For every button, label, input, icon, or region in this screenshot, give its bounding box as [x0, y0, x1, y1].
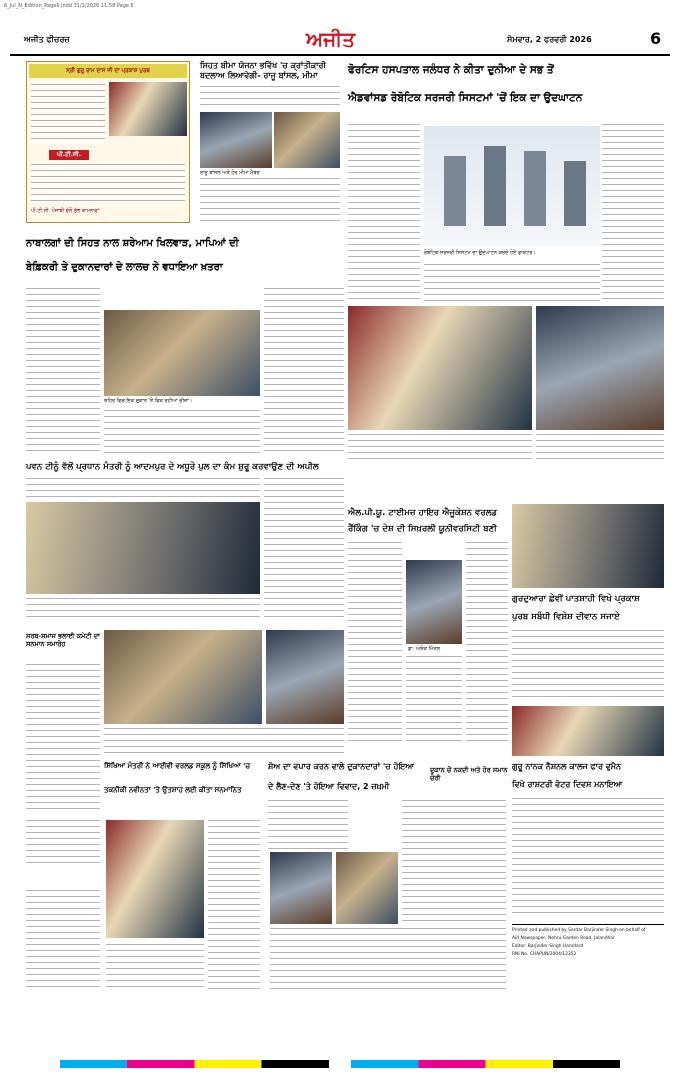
story-2-headline-line-2: ਐਡਵਾਂਸਡ ਰੋਬੋਟਿਕ ਸਰਜਰੀ ਸਿਸਟਮਾਂ 'ਚੋਂ ਇਕ ਦਾ ਉਦਘਾਟਨ — [348, 92, 583, 104]
story-1-photo-b — [274, 112, 340, 168]
ad-badge: ਪੀ.ਟੀ.ਸੀ. — [49, 150, 89, 160]
story-11-headline-line-2: ਵਿਖੇ ਰਾਸ਼ਟਰੀ ਵੋਟਰ ਦਿਵਸ ਮਨਾਇਆ — [512, 780, 623, 789]
color-registration-bar — [60, 1060, 620, 1068]
imprint-block — [512, 924, 664, 991]
story-1-headline: ਸਿਹਤ ਬੀਮਾ ਯੋਜਨਾ ਭਵਿੱਖ 'ਚ ਕ੍ਰਾਂਤੀਕਾਰੀ ਬਦਲਾਅ ਲਿਆਵੇਗੀ- ਰਾਜੂ ਬਾਂਸਲ, ਮੀਮਾ — [200, 61, 326, 80]
story-9-headline-line-2: ਦੇ ਲੈਣ-ਦੇਣ 'ਤੇ ਹੋਇਆ ਵਿਵਾਦ, 2 ਜ਼ਖ਼ਮੀ — [268, 782, 390, 791]
event-photo-1 — [348, 306, 532, 430]
story-8-photo — [106, 820, 204, 938]
ad-footer: ਪੀ.ਟੀ.ਸੀ. ਪੰਜਾਬੀ ਵੱਲੋਂ ਸ਼ੁੱਭ ਕਾਮਨਾਵਾਂ — [31, 208, 100, 214]
story-8-headline-line-2: ਤਕਨੀਕੀ ਨਵੀਨਤਾ 'ਤੇ ਉਤਸ਼ਾਹ ਲਈ ਕੀਤਾ ਸਨਮਾਨਿਤ — [104, 786, 242, 794]
samman-photo-1 — [104, 630, 262, 724]
page-header — [10, 27, 675, 53]
story-5-portrait — [406, 560, 462, 644]
story-2-robot-photo — [424, 126, 600, 246]
story-7-headline-line-2: ਪੁਰਬ ਸਬੰਧੀ ਵਿਸ਼ੇਸ਼ ਦੀਵਾਨ ਸਜਾਏ — [512, 612, 620, 622]
story-4-photo — [26, 502, 260, 594]
story-2-headline-line-1: ਫੋਰਟਿਸ ਹਸਪਤਾਲ ਜਲੰਧਰ ਨੇ ਕੀਤਾ ਦੁਨੀਆ ਦੇ ਸਭ ਤੋਂ — [348, 64, 554, 76]
story-3-photo — [104, 310, 260, 396]
story-2-caption: ਰੋਬੋਟਿਕ ਸਰਜਰੀ ਸਿਸਟਮ ਦਾ ਉਦਘਾਟਨ ਕਰਦੇ ਹੋਏ ਡਾਕਟਰ। — [424, 250, 536, 256]
print-slug: 6_Jul_N_Edition_Page6.indd 31/1/2026 11:58 Page 6 — [4, 3, 134, 9]
story-6-headline: ਸਰਬ-ਸਮਾਜ ਭਲਾਈ ਕਮੇਟੀ ਦਾ ਸਨਮਾਨ ਸਮਾਰੋਹ — [26, 632, 100, 648]
story-9-headline-line-1: ਸ਼ੋਅ ਦਾ ਵਪਾਰ ਕਰਨ ਵਾਲੇ ਦੁਕਾਨਦਾਰਾਂ 'ਚ ਹੋਇਆ — [268, 762, 415, 771]
page-number: 6 — [650, 29, 662, 48]
story-5-headline-line-1: ਐਲ.ਪੀ.ਯੂ. ਟਾਈਮਜ਼ ਹਾਇਰ ਐਜੂਕੇਸ਼ਨ ਵਰਲਡ — [348, 508, 498, 518]
story-3-headline-line-2: ਬੇਫ਼ਿਕਰੀ ਤੇ ਦੁਕਾਨਦਾਰਾਂ ਦੇ ਲਾਲਚ ਨੇ ਵਧਾਇਆ ਖ਼ਤਰਾ — [26, 262, 223, 273]
header-left-label: ਅਜੀਤ ਫੀਚਰਜ਼ — [24, 35, 70, 44]
story-4-headline: ਪਵਨ ਟੀਨੂੰ ਵੱਲੋਂ ਪ੍ਰਧਾਨ ਮੰਤਰੀ ਨੂੰ ਆਦਮਪੁਰ ਦੇ ਅਧੂਰੇ ਪੁਲ ਦਾ ਕੰਮ ਸ਼ੁਰੂ ਕਰਵਾਉਣ ਦੀ ਅਪੀਲ — [26, 462, 319, 472]
gurdwara-photo — [512, 504, 664, 588]
imprint-line-1: Printed and published by Sardar Barjinder Singh on behalf of — [512, 928, 646, 933]
advertisement — [26, 61, 190, 223]
story-11-headline-line-1: ਗੁਰੂ ਨਾਨਕ ਨੈਸ਼ਨਲ ਕਾਲਜ ਫਾਰ ਵੁਮੈਨ — [512, 762, 622, 771]
story-10-headline: ਦੁਕਾਨ ਚੋਂ ਨਕਦੀ ਅਤੇ ਹੋਰ ਸਮਾਨ ਚੋਰੀ — [430, 766, 508, 782]
story-3-caption: ਸ਼ਹਿਰ ਵਿਚ ਇਕ ਦੁਕਾਨ 'ਤੇ ਵਿਕ ਰਹੀਆਂ ਚੀਜ਼ਾਂ। — [104, 398, 193, 404]
ad-golden-temple-image — [109, 82, 187, 136]
story-1-caption: ਰਾਜੂ ਬਾਂਸਲ ਅਤੇ ਹੋਰ ਮੀਮਾ ਮੈਂਬਰ — [200, 170, 260, 176]
header-rule — [10, 54, 670, 56]
story-3-headline-line-1: ਨਾਬਾਲਗਾਂ ਦੀ ਸਿਹਤ ਨਾਲ ਸ਼ਰੇਆਮ ਖਿਲਵਾੜ, ਮਾਪਿਆਂ ਦੀ — [26, 238, 239, 249]
ad-banner: ਸ੍ਰੀ ਗੁਰੂ ਰਾਮ ਦਾਸ ਜੀ ਦਾ ਪ੍ਰਕਾਸ਼ ਪੁਰਬ — [29, 64, 187, 78]
event-photo-2 — [536, 306, 664, 430]
college-photo — [512, 706, 664, 756]
imprint-line-2: Ajit Newspaper, Nehru Garden Road, Jalandhar — [512, 936, 615, 941]
story-7-headline-line-1: ਗੁਰਦੁਆਰਾ ਛੇਵੀਂ ਪਾਤਸ਼ਾਹੀ ਵਿਖੇ ਪ੍ਰਕਾਸ਼ — [512, 594, 640, 604]
story-5-headline-line-2: ਰੈਂਕਿੰਗ 'ਚ ਦੇਸ਼ ਦੀ ਸਿਖ਼ਰਲੀ ਯੂਨੀਵਰਸਿਟੀ ਬਣੀ — [348, 524, 497, 534]
story-9-photo-b — [336, 852, 398, 924]
masthead: ਅਜੀਤ — [306, 27, 356, 51]
imprint-line-4: RNI No. CHAPUN/2004/12352 — [512, 952, 577, 957]
story-9-photo-a — [270, 852, 332, 924]
header-date: ਸੋਮਵਾਰ, 2 ਫਰਵਰੀ 2026 — [507, 35, 592, 44]
samman-photo-2 — [266, 630, 344, 724]
story-1-photo-a — [200, 112, 272, 168]
story-5-caption: ਡਾ. ਅਸ਼ੋਕ ਮਿੱਤਲ — [408, 646, 440, 652]
story-8-headline-line-1: ਸਿੱਖਿਆ ਮੰਤਰੀ ਨੇ ਆਈਵੀ ਵਰਲਡ ਸਕੂਲ ਨੂੰ ਸਿੱਖਿਆ 'ਚ — [104, 762, 251, 770]
imprint-line-3: Editor: Barjinder Singh Hamdard — [512, 944, 584, 949]
